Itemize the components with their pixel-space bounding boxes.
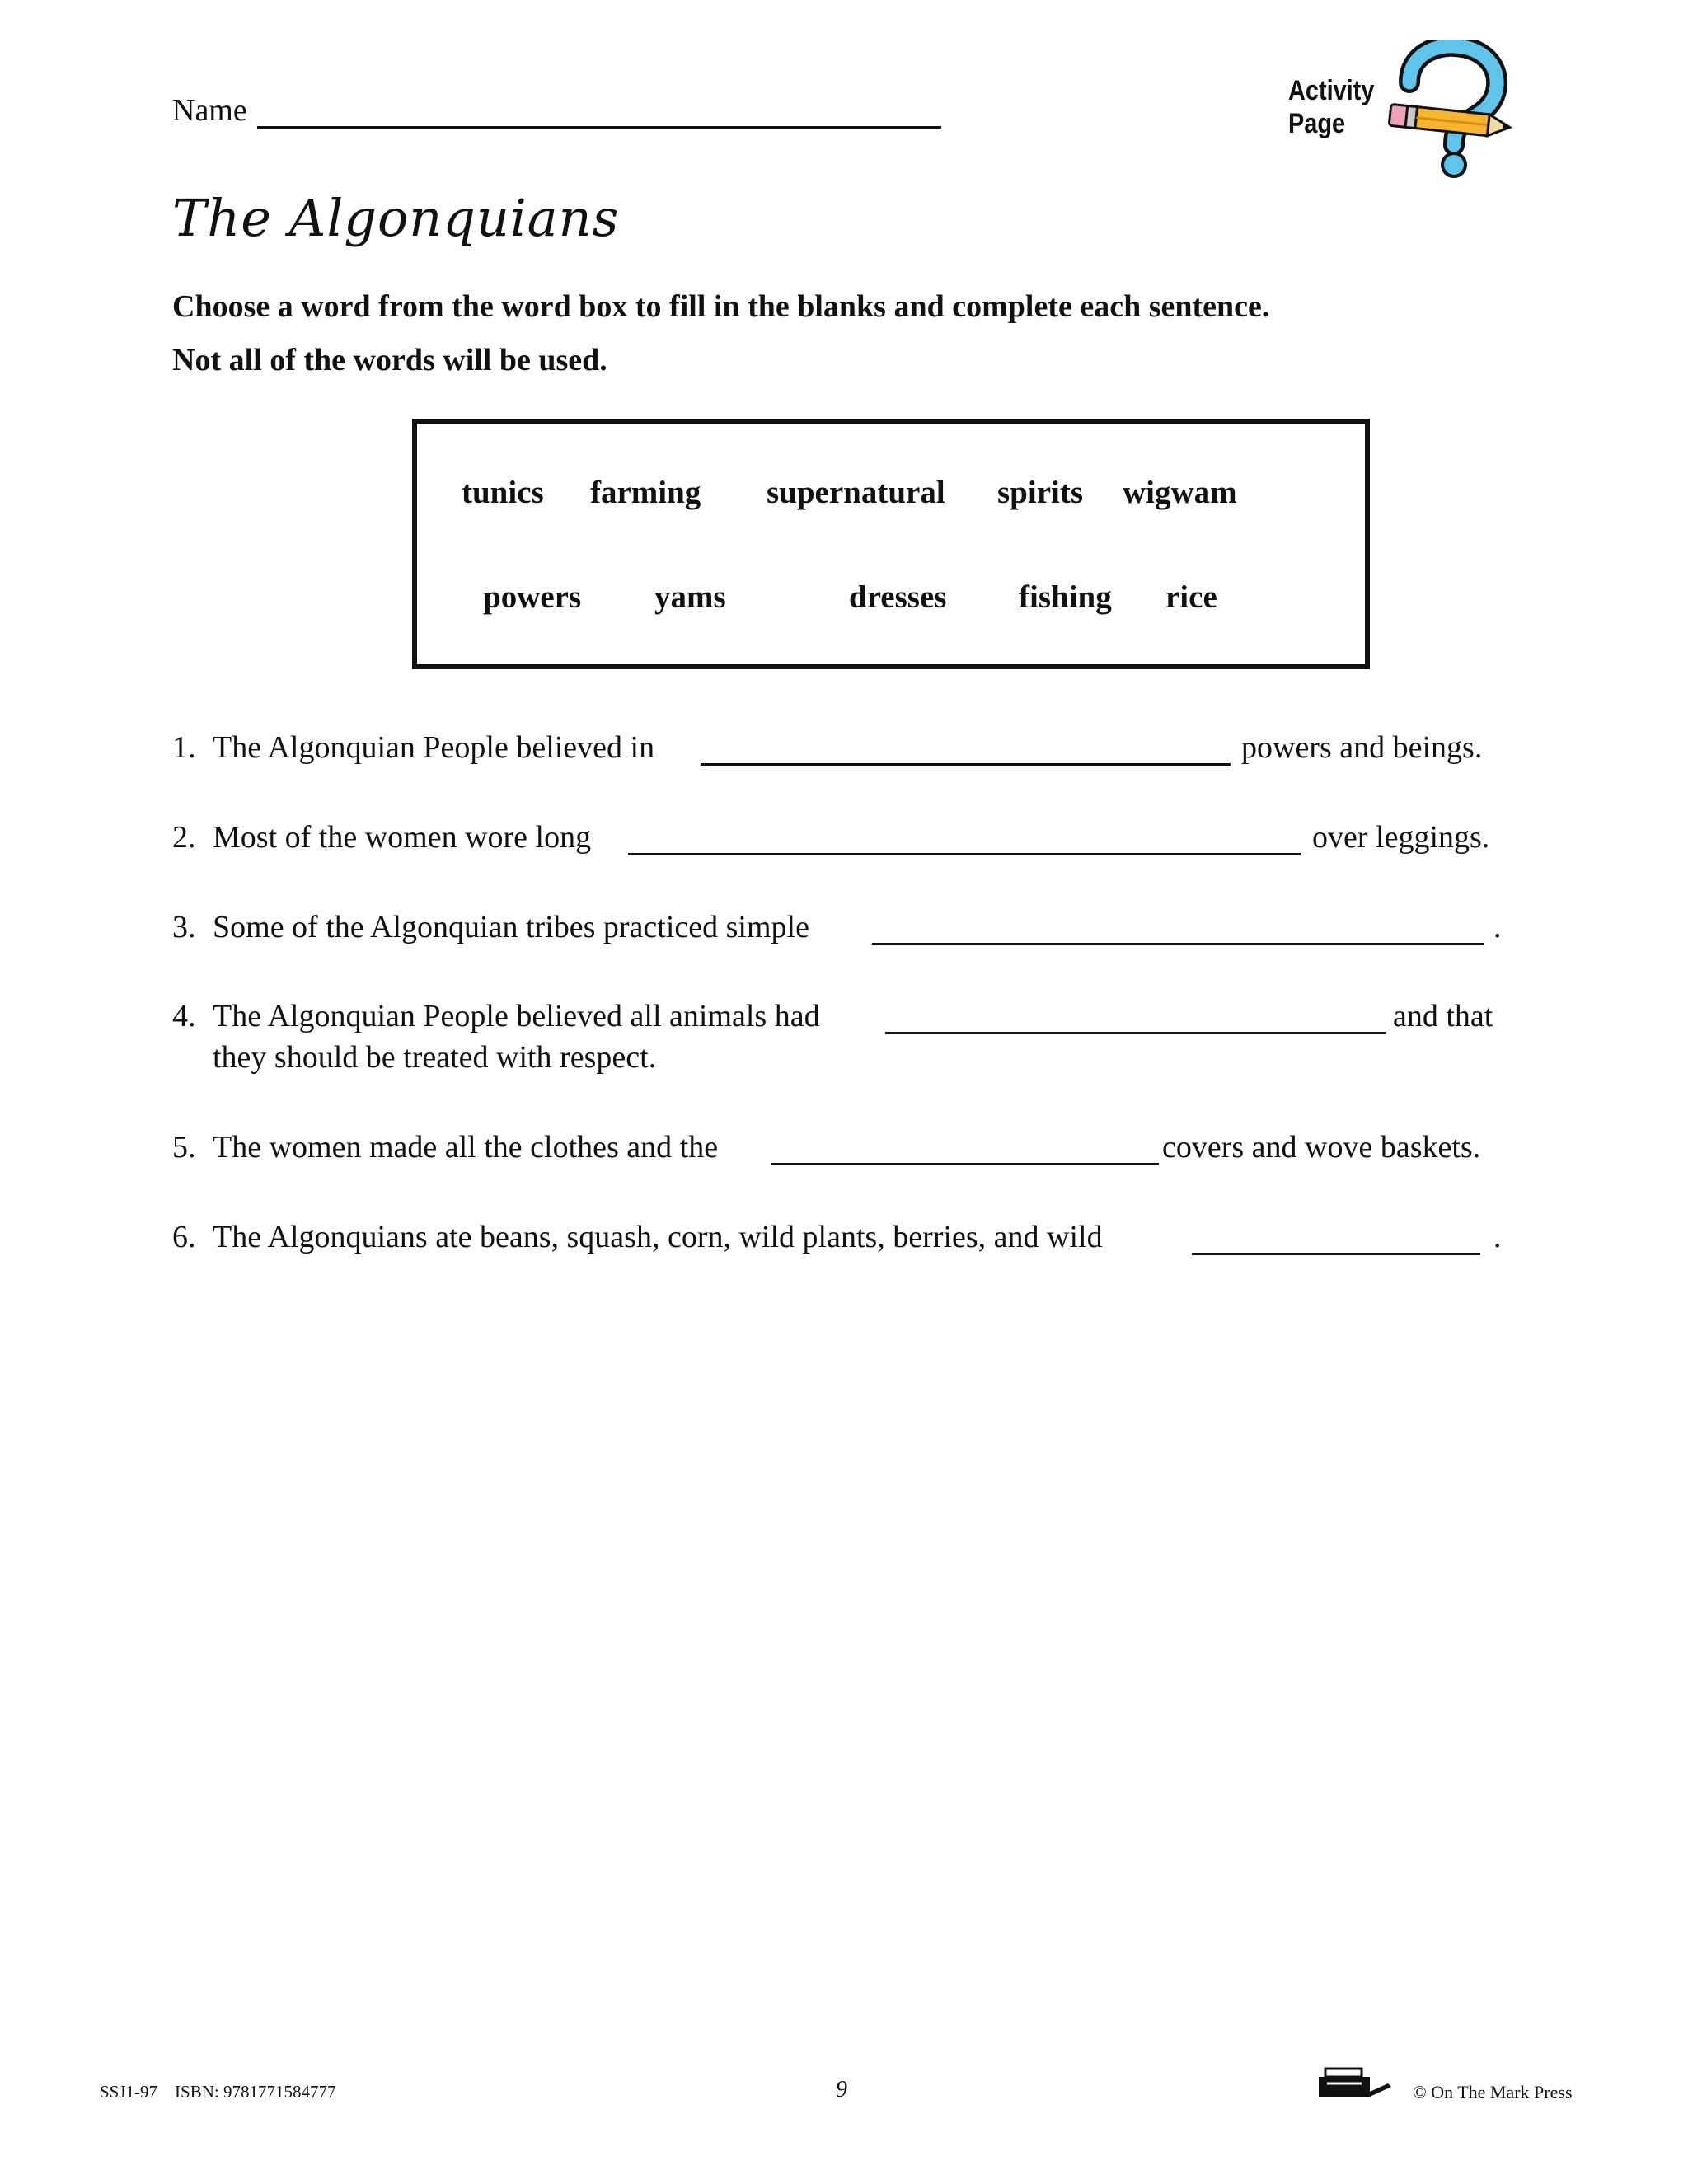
badge-line-1: Activity — [1288, 75, 1375, 106]
instructions — [172, 280, 1573, 387]
question-3-after: . — [1493, 910, 1502, 944]
question-2-number: 2. — [172, 820, 196, 855]
word-yams: yams — [654, 579, 726, 615]
word-supernatural: supernatural — [767, 475, 945, 510]
question-6-after: . — [1493, 1220, 1502, 1254]
footer-copyright: © On The Mark Press — [1413, 2082, 1573, 2102]
question-5-text: The women made all the clothes and the — [213, 1130, 719, 1165]
question-6-number: 6. — [172, 1220, 196, 1254]
activity-page-badge — [1288, 74, 1374, 140]
word-dresses: dresses — [849, 579, 947, 615]
page-title: The Algonquians — [172, 188, 620, 248]
question-5-number: 5. — [172, 1130, 196, 1165]
page-number: 9 — [836, 2077, 847, 2102]
question-5-after: covers and wove baskets. — [1162, 1130, 1481, 1165]
name-field[interactable] — [172, 92, 941, 129]
question-mark-pencil-icon — [1385, 40, 1517, 180]
question-4-after: and that — [1393, 999, 1493, 1033]
word-wigwam: wigwam — [1123, 475, 1237, 510]
question-4-line-2: they should be treated with respect. — [213, 1040, 657, 1075]
question-4-number: 4. — [172, 999, 196, 1033]
footer-isbn: SSJ1-97 ISBN: 9781771584777 — [100, 2082, 336, 2102]
word-powers: powers — [483, 579, 582, 615]
name-blank-line[interactable] — [257, 93, 941, 129]
question-4-blank[interactable] — [885, 1032, 1386, 1034]
question-1-blank[interactable] — [701, 763, 1231, 766]
word-rice: rice — [1165, 579, 1217, 615]
word-farming: farming — [590, 475, 701, 510]
question-6-blank[interactable] — [1192, 1253, 1480, 1255]
word-box — [412, 419, 1370, 669]
name-label: Name — [172, 93, 247, 128]
question-1-text: The Algonquian People believed in — [213, 730, 655, 765]
question-3-text: Some of the Algonquian tribes practiced simple — [213, 910, 809, 944]
badge-line-2: Page — [1288, 108, 1346, 139]
question-3-blank[interactable] — [872, 943, 1484, 945]
question-4-text: The Algonquian People believed all animals had — [213, 999, 820, 1033]
word-tunics: tunics — [462, 475, 544, 510]
question-1-number: 1. — [172, 730, 196, 765]
word-fishing: fishing — [1019, 579, 1112, 615]
instructions-line-2: Not all of the words will be used. — [172, 343, 607, 377]
instructions-line-1: Choose a word from the word box to fill in the blanks and complete each sentence. — [172, 289, 1270, 324]
question-5-blank[interactable] — [771, 1163, 1159, 1165]
on-the-mark-logo-icon — [1317, 2067, 1393, 2100]
question-3-number: 3. — [172, 910, 196, 944]
question-6-text: The Algonquians ate beans, squash, corn, wild plants, berries, and wild — [213, 1220, 1103, 1254]
question-1-after: powers and beings. — [1241, 730, 1483, 765]
question-2-after: over leggings. — [1312, 820, 1490, 855]
word-spirits: spirits — [997, 475, 1084, 510]
question-2-text: Most of the women wore long — [213, 820, 592, 855]
question-2-blank[interactable] — [628, 853, 1301, 855]
